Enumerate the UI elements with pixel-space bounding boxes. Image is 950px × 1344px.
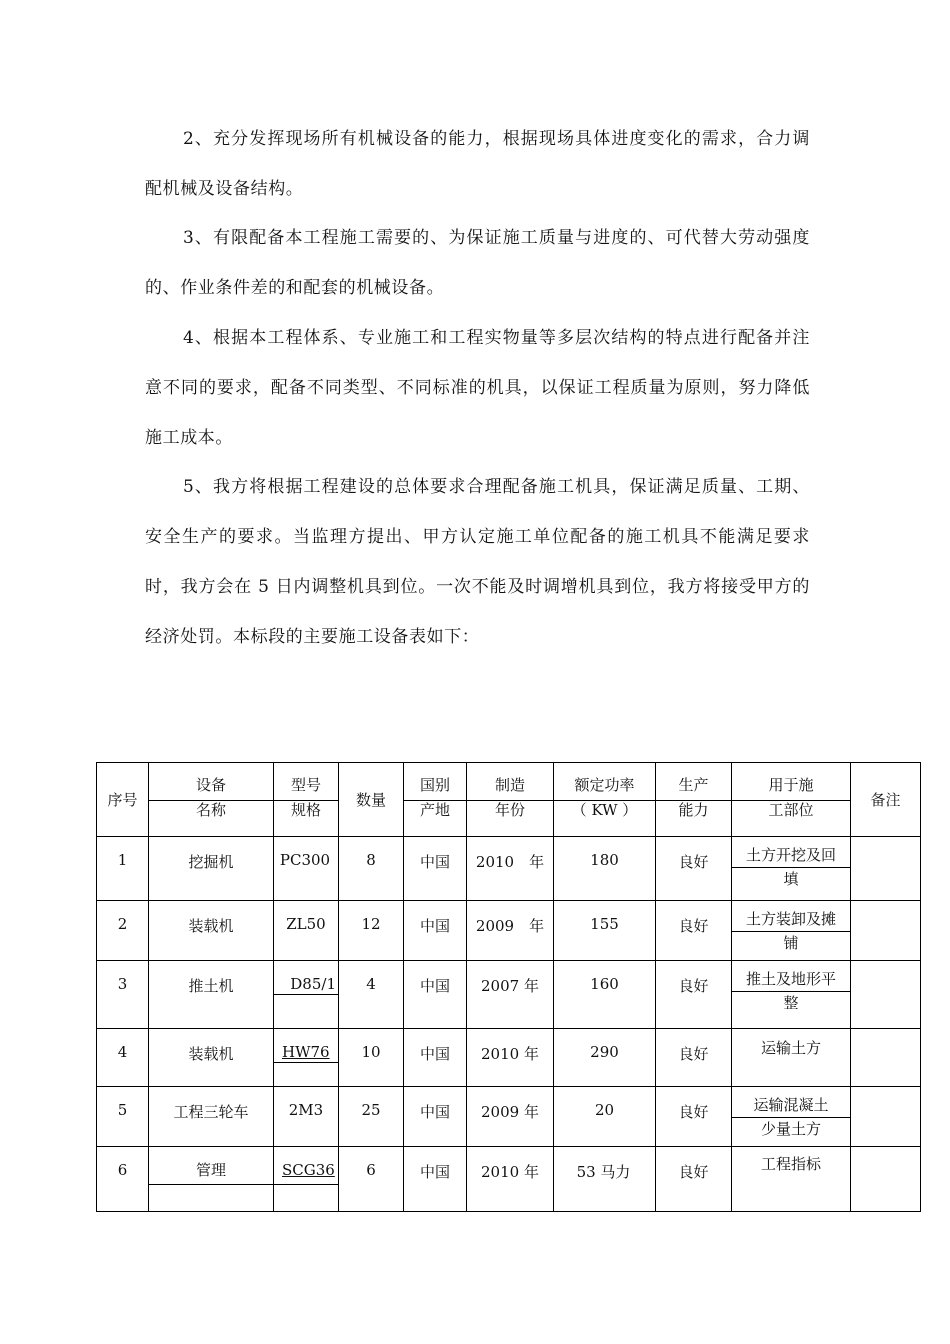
- header-year-top: 制造: [467, 763, 553, 801]
- header-model-bottom: 规格: [290, 801, 321, 819]
- cell-remark: [851, 1146, 921, 1211]
- cell-use-bottom: 铺: [783, 934, 799, 953]
- header-prod-top: 生产: [656, 763, 731, 801]
- paragraph-3: 3、有限配备本工程施工需要的、为保证施工质量与进度的、可代替大劳动强度的、作业条件差的和配套的机械设备。: [145, 228, 810, 298]
- header-power: [554, 763, 656, 837]
- cell-power: 155: [590, 915, 619, 934]
- paragraph-4: 4、根据本工程体系、专业施工和工程实物量等多层次结构的特点进行配备并注意不同的要求，配备不同类型、不同标准的机具，以保证工程质量为原则，努力降低施工成本。: [145, 328, 810, 448]
- header-device-bottom: 名称: [195, 801, 226, 819]
- header-qty: 数量: [339, 763, 404, 837]
- header-prod-bottom: 能力: [678, 801, 709, 819]
- cell-model: [274, 1029, 338, 1063]
- cell-use: [732, 1146, 851, 1211]
- cell-year: 2010 年: [481, 1044, 539, 1063]
- cell-prod: 良好: [678, 1162, 709, 1181]
- table-row: [97, 901, 921, 961]
- cell-use-bottom: 少量土方: [760, 1119, 821, 1138]
- table-header-row: [97, 763, 921, 837]
- header-prod: [656, 763, 732, 837]
- cell-use-top: 运输土方: [760, 1038, 821, 1057]
- cell-power: 20: [594, 1100, 615, 1119]
- cell-model: [274, 1147, 338, 1185]
- cell-use-top: 推土及地形平: [732, 961, 850, 992]
- cell-power: 180: [590, 851, 619, 870]
- cell-use-top: 工程指标: [760, 1154, 821, 1173]
- cell-seq: 1: [117, 851, 128, 870]
- cell-use: [732, 901, 851, 961]
- paragraph-2: 2、充分发挥现场所有机械设备的能力，根据现场具体进度变化的需求，合力调配机械及设备结构。: [145, 129, 810, 199]
- cell-origin: 中国: [419, 1162, 450, 1181]
- header-origin-top: 国别: [404, 763, 466, 801]
- header-use-top: 用于施: [732, 763, 850, 801]
- cell-prod: 良好: [678, 917, 709, 936]
- header-year-bottom: 年份: [494, 801, 525, 819]
- cell-use-bottom: 整: [783, 994, 799, 1013]
- cell-use: [732, 1028, 851, 1086]
- cell-year: 2009 年: [481, 1102, 539, 1121]
- cell-device-split: [149, 1146, 274, 1211]
- cell-model-split: [274, 961, 339, 1028]
- cell-origin: 中国: [419, 977, 450, 996]
- header-remark: 备注: [851, 763, 921, 837]
- header-device: [149, 763, 274, 837]
- header-seq: 序号: [97, 763, 149, 837]
- header-origin-bottom: 产地: [419, 801, 450, 819]
- cell-use: [732, 961, 851, 1028]
- cell-qty: 6: [366, 1160, 376, 1179]
- cell-model: D85/1: [274, 961, 338, 995]
- cell-origin: 中国: [419, 853, 450, 872]
- cell-model-text: SCG36: [282, 1160, 335, 1179]
- cell-year: 2009 年: [475, 917, 545, 936]
- cell-year: 2010 年: [481, 1162, 539, 1181]
- header-model: [274, 763, 339, 837]
- header-power-top: 额定功率: [554, 763, 655, 801]
- table-row: [97, 837, 921, 901]
- cell-year: 2007 年: [481, 977, 539, 996]
- cell-origin: 中国: [419, 917, 450, 936]
- table-row: [97, 961, 921, 1028]
- cell-remark: [851, 837, 921, 901]
- cell-device: 挖掘机: [188, 853, 234, 872]
- cell-power: 160: [590, 975, 619, 994]
- cell-prod: 良好: [678, 853, 709, 872]
- cell-use-top: 土方开挖及回: [732, 837, 850, 868]
- cell-prod: 良好: [678, 977, 709, 996]
- cell-use-top: 土方装卸及摊: [732, 901, 850, 932]
- cell-seq: 6: [117, 1160, 128, 1179]
- equipment-table: [96, 762, 921, 1212]
- cell-seq: 3: [117, 975, 128, 994]
- cell-qty: 25: [361, 1100, 381, 1119]
- cell-seq: 2: [117, 915, 128, 934]
- header-power-bottom: （ KW ）: [571, 801, 638, 819]
- cell-model: PC300: [279, 851, 331, 870]
- cell-year: 2010 年: [475, 853, 545, 872]
- cell-qty: 4: [366, 975, 376, 994]
- cell-device: 装载机: [188, 1044, 234, 1063]
- cell-remark: [851, 961, 921, 1028]
- cell-model: ZL50: [286, 915, 326, 934]
- cell-device: 工程三轮车: [173, 1102, 249, 1121]
- cell-seq: 5: [117, 1100, 128, 1119]
- cell-remark: [851, 1086, 921, 1146]
- cell-qty: 10: [361, 1042, 381, 1061]
- cell-remark: [851, 901, 921, 961]
- header-use-bottom: 工部位: [768, 801, 814, 819]
- header-model-top: 型号: [274, 763, 338, 801]
- cell-prod: 良好: [678, 1102, 709, 1121]
- table-row: [97, 1028, 921, 1086]
- cell-device: 推土机: [188, 977, 234, 996]
- cell-remark: [851, 1028, 921, 1086]
- cell-origin: 中国: [419, 1102, 450, 1121]
- cell-use: [732, 1086, 851, 1146]
- cell-origin: 中国: [419, 1044, 450, 1063]
- cell-model-split: [274, 1028, 339, 1086]
- cell-model-text: HW76: [282, 1042, 330, 1061]
- table-row: [97, 1086, 921, 1146]
- cell-device: 管理: [149, 1147, 273, 1185]
- cell-qty: 12: [361, 915, 381, 934]
- cell-use-bottom: 填: [783, 870, 799, 889]
- header-year: [467, 763, 554, 837]
- table-row: [97, 1146, 921, 1211]
- cell-power: 53 马力: [576, 1162, 631, 1181]
- cell-model: 2M3: [288, 1100, 324, 1119]
- cell-power: 290: [590, 1042, 619, 1061]
- header-use: [732, 763, 851, 837]
- cell-prod: 良好: [678, 1044, 709, 1063]
- cell-model-split: [274, 1146, 339, 1211]
- paragraph-5: 5、我方将根据工程建设的总体要求合理配备施工机具，保证满足质量、工期、安全生产的要求。当监理方提出、甲方认定施工单位配备的施工机具不能满足要求时，我方会在 5 日内调整机具到位。一次不能及时调增机具到位，我方将接受甲方的经济处罚。本标段的主要施工设备表如下：: [145, 477, 810, 647]
- header-device-top: 设备: [149, 763, 273, 801]
- cell-device: 装载机: [188, 917, 234, 936]
- cell-use-top: 运输混凝土: [732, 1087, 850, 1118]
- cell-seq: 4: [117, 1042, 128, 1061]
- cell-use: [732, 837, 851, 901]
- header-origin: [404, 763, 467, 837]
- cell-qty: 8: [366, 851, 376, 870]
